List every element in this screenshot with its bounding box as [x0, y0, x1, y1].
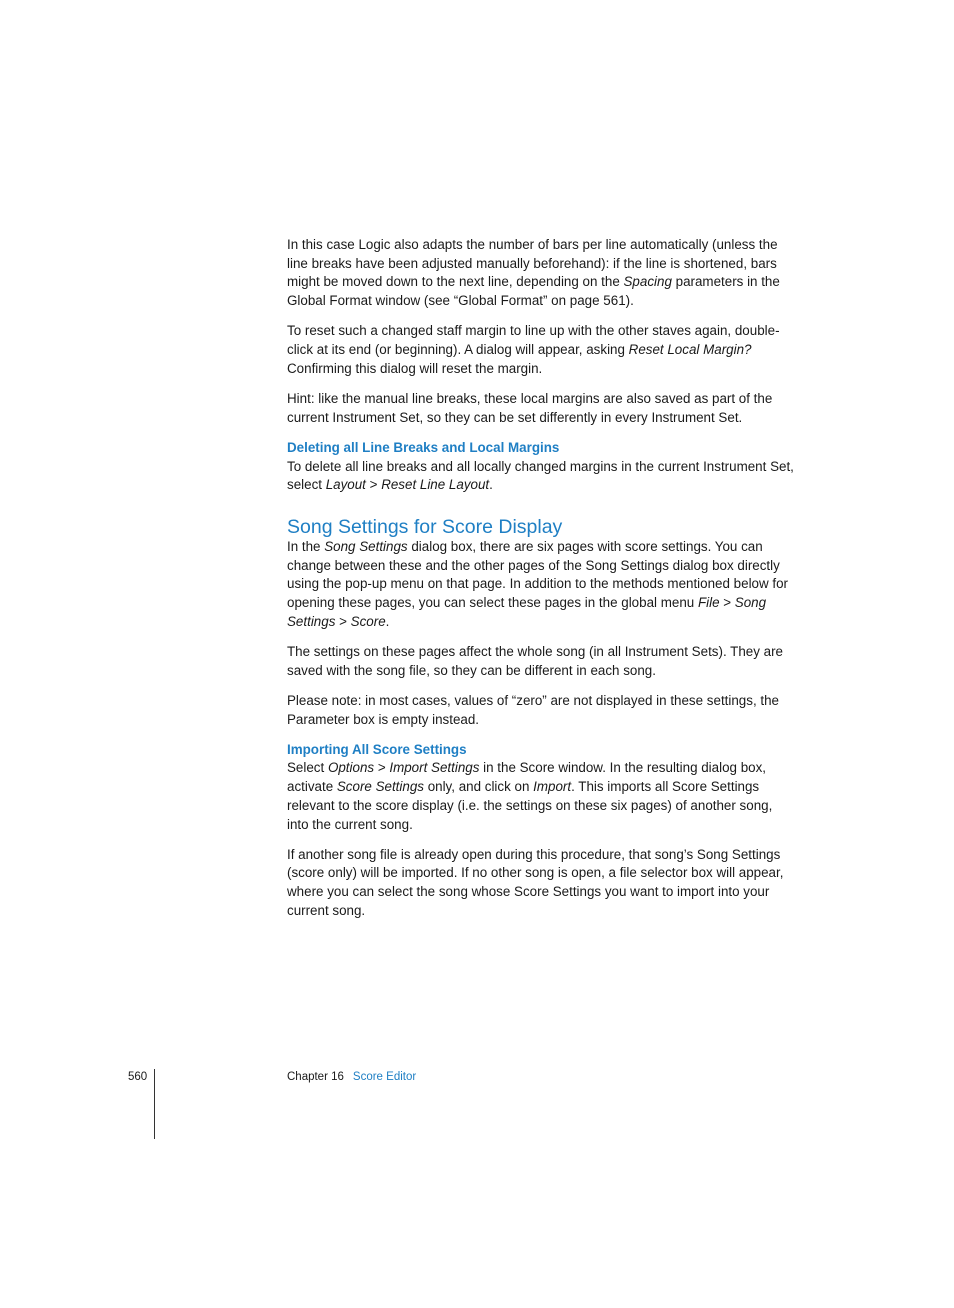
section-title: Song Settings for Score Display	[287, 515, 563, 538]
paragraph: The settings on these pages affect the whole song (in all Instrument Sets). They are saved with the song file, so they can be different in each song.	[287, 643, 783, 678]
subheading-importing-score-settings: Importing All Score Settings	[287, 741, 467, 757]
paragraph: Hint: like the manual line breaks, these local margins are also saved as part of the current Instrument Set, so they can be set differently in every Instrument Set.	[287, 390, 773, 425]
paragraph: To delete all line breaks and all locally changed margins in the current Instrument Set, select Layout > Reset Line Layout.	[287, 458, 794, 493]
chapter-label: Chapter 16	[287, 1071, 344, 1083]
page-number: 560	[128, 1071, 148, 1083]
subheading-deleting-line-breaks: Deleting all Line Breaks and Local Margins	[287, 439, 560, 455]
paragraph: Select Options > Import Settings in the Score window. In the resulting dialog box, activate Score Settings only, and click on Import. This imports all Score Settings relevant to the score display (i.e. the settings on these six pages) of another song, into the current song.	[287, 760, 773, 832]
footer-divider	[154, 1069, 155, 1139]
paragraph: To reset such a changed staff margin to line up with the other staves again, double-click at its end (or beginning). A dialog will appear, asking Reset Local Margin? Confirming this dialog will reset the margin.	[287, 323, 780, 376]
paragraph: If another song file is already open during this procedure, that song’s Song Settings (score only) will be imported. If no other song is open, a file selector box will appear, where you can select the song whose Score Settings you want to import into your current song.	[287, 846, 784, 918]
chapter-name: Score Editor	[352, 1071, 417, 1083]
paragraph: Please note: in most cases, values of “zero” are not displayed in these settings, the Parameter box is empty instead.	[287, 692, 780, 727]
paragraph: In this case Logic also adapts the number of bars per line automatically (unless the line breaks have been adjusted manually beforehand): if the line is shortened, bars might be moved down to the next line, depending on the Spacing parameters in the Global Format window (see “Global Format” on page 561).	[287, 237, 780, 309]
emphasis: Reset Local Margin?	[628, 342, 752, 358]
paragraph: In the Song Settings dialog box, there are six pages with score settings. You can change between these and the other pages of the Song Settings dialog box directly using the pop-up menu on that page. In addition to the methods mentioned below for opening these pages, you can select these pages in the global menu File > Song Settings > Score.	[287, 538, 789, 629]
main-content	[287, 236, 797, 932]
footer-chapter	[287, 1069, 416, 1085]
emphasis: Spacing	[623, 274, 672, 290]
